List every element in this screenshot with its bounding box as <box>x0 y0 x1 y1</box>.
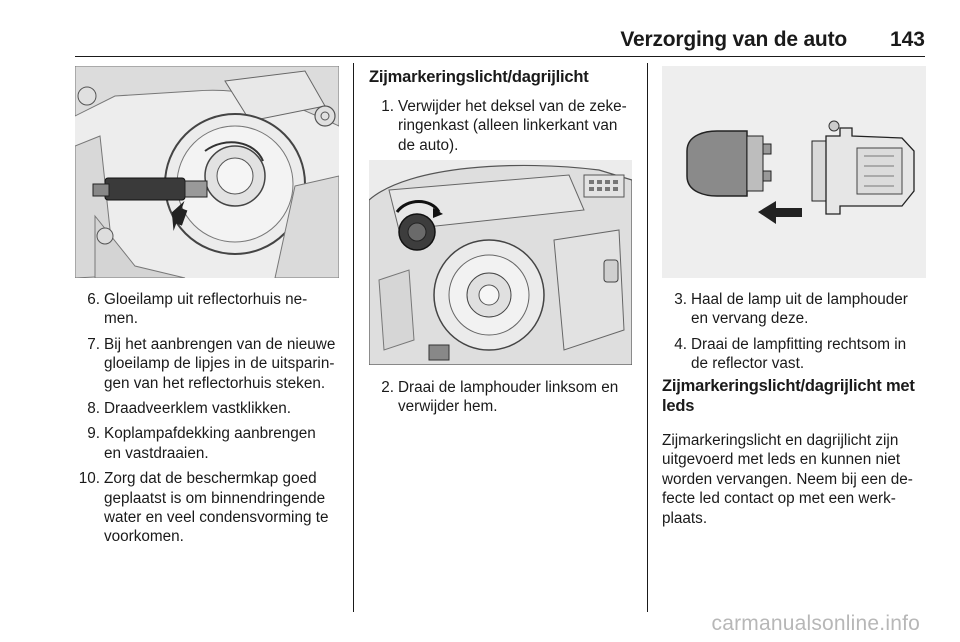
watermark: carmanualsonline.info <box>711 612 920 635</box>
headlamp-side-illustration <box>369 160 632 365</box>
steps-list-col3 <box>662 290 932 380</box>
step-text: Draadveerklem vastklikken. <box>104 400 292 418</box>
section-heading-led: Zijmarkeringslicht/dagrijlicht met leds <box>662 377 915 415</box>
step-number: 2. <box>381 379 394 396</box>
list-item <box>75 399 350 418</box>
step-number: 9. <box>87 425 100 443</box>
step-number: 6. <box>87 291 100 308</box>
step-text: Koplampafdekking aanbrengen en vastdraaien. <box>104 425 316 462</box>
step-number: 8. <box>87 400 100 418</box>
steps-list-col1 <box>75 290 350 553</box>
bulb-holder-illustration <box>662 66 926 278</box>
list-item <box>75 424 350 463</box>
step-text: Gloeilamp uit reflectorhuis ne- men. <box>104 291 308 328</box>
header-rule <box>75 56 925 57</box>
section-heading-side-marker: Zijmarkeringslicht/dagrijlicht <box>369 68 589 86</box>
running-title: Verzorging van de auto <box>620 28 847 51</box>
steps-list-col2-bottom <box>369 378 639 423</box>
list-item <box>369 378 639 417</box>
step-number: 10. <box>78 470 100 488</box>
list-item <box>662 290 932 329</box>
headlamp-rear-illustration <box>75 66 339 278</box>
figure-bulb-removal <box>75 66 339 278</box>
step-text: Zorg dat de beschermkap goed geplaatst is om binnendringende water en veel condensvorming te voorkomen. <box>104 470 329 546</box>
step-text: Haal de lamp uit de lamphouder en vervang deze. <box>691 291 908 328</box>
column-divider-2 <box>647 63 648 612</box>
list-item <box>662 335 932 374</box>
step-text: Draai de lampfitting rechtsom in de reflector vast. <box>691 335 907 373</box>
step-number: 1. <box>381 98 394 115</box>
list-item <box>75 335 350 393</box>
column-divider-1 <box>353 63 354 612</box>
step-number: 4. <box>674 335 687 353</box>
list-item <box>75 290 350 329</box>
page-number: 143 <box>889 28 925 51</box>
list-item <box>75 469 350 547</box>
step-text: Bij het aanbrengen van de nieuwe gloeilamp de lipjes in de uitsparin- gen van het reflectorhuis steken. <box>104 335 336 392</box>
step-text: Verwijder het deksel van de zeke- ringenkast (alleen linkerkant van de auto). <box>398 98 627 154</box>
led-paragraph: Zijmarkeringslicht en dagrijlicht zijn uitgevoerd met leds en kunnen niet worden vervangen. Neem bij een de- fecte led contact op met een werk- plaats. <box>662 432 913 527</box>
step-number: 3. <box>674 291 687 308</box>
step-text: Draai de lamphouder linksom en verwijder hem. <box>398 379 619 416</box>
step-number: 7. <box>87 335 100 353</box>
page-header <box>75 28 925 56</box>
list-item <box>369 97 639 155</box>
steps-list-col2-top <box>369 97 639 161</box>
figure-bulb-and-holder <box>662 66 926 278</box>
figure-lamp-holder <box>369 160 632 365</box>
